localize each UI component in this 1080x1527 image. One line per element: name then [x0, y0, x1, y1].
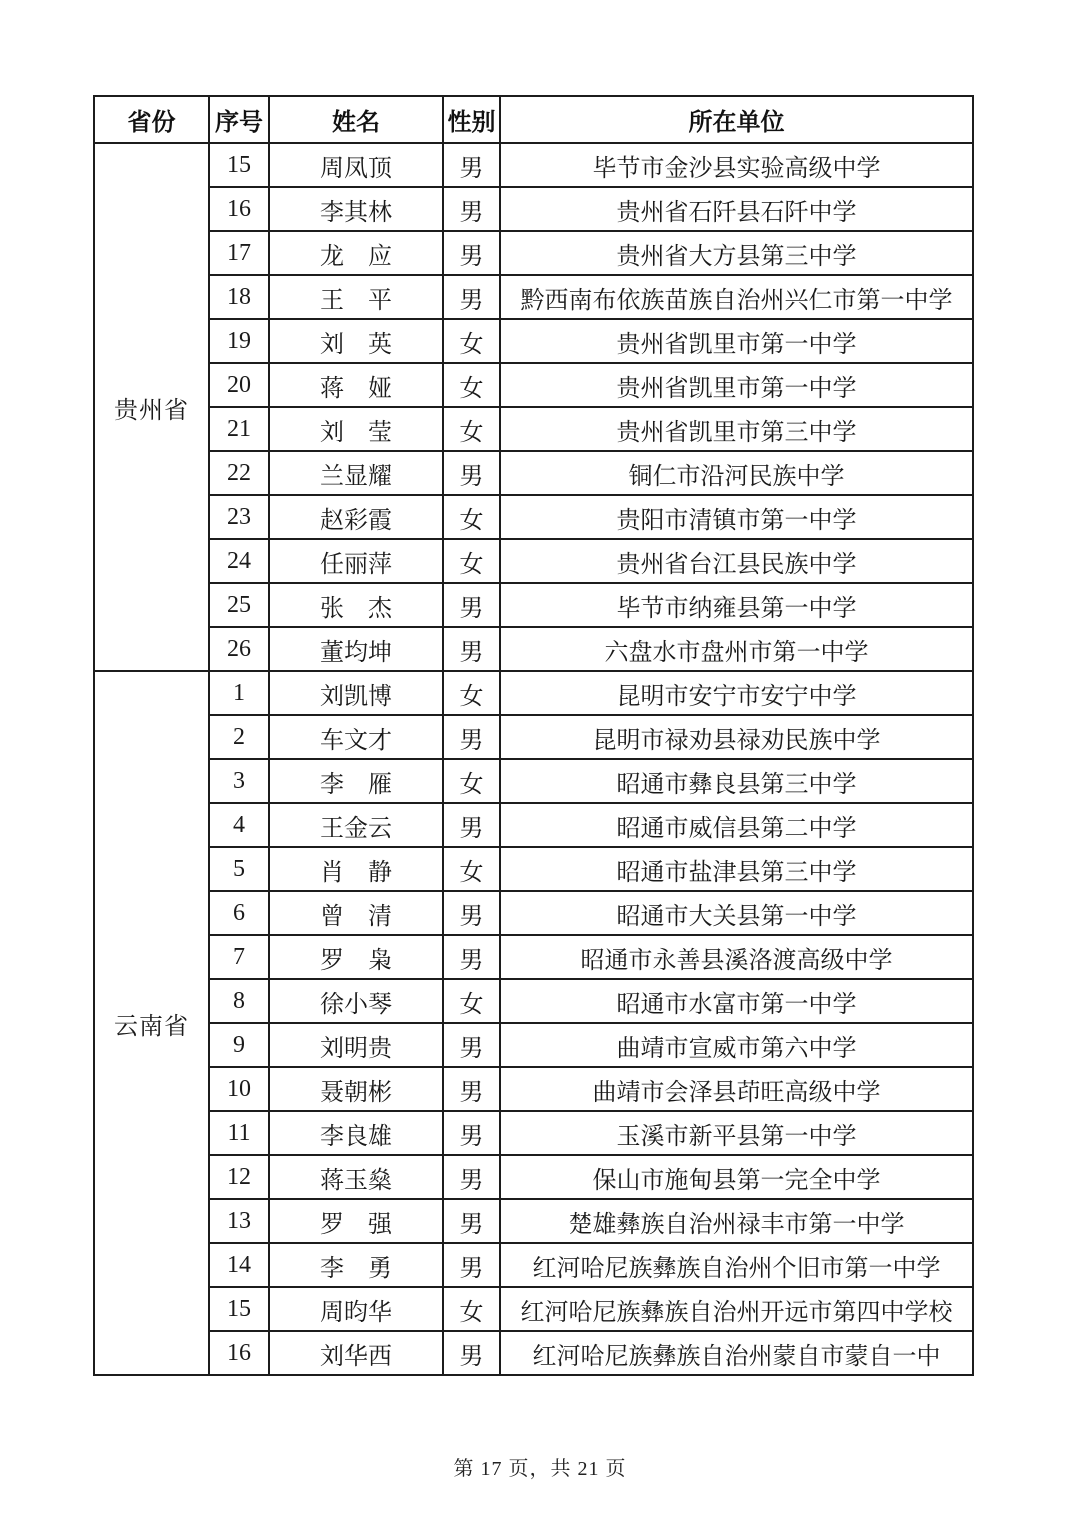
unit-cell: 红河哈尼族彝族自治州个旧市第一中学 — [500, 1243, 973, 1287]
table-row — [94, 187, 973, 231]
unit-cell: 贵州省台江县民族中学 — [500, 539, 973, 583]
table-row — [94, 1243, 973, 1287]
name-cell: 李 雁 — [269, 759, 443, 803]
table-row — [94, 847, 973, 891]
name-cell: 周昀华 — [269, 1287, 443, 1331]
gender-cell: 男 — [443, 803, 500, 847]
page-number: 第 17 页，共 21 页 — [453, 1458, 627, 1480]
serial-cell: 25 — [209, 583, 269, 627]
serial-cell: 13 — [209, 1199, 269, 1243]
gender-cell: 男 — [443, 1155, 500, 1199]
column-header-unit: 所在单位 — [500, 96, 973, 143]
teacher-roster-table — [93, 95, 974, 1376]
serial-cell: 26 — [209, 627, 269, 671]
gender-cell: 男 — [443, 187, 500, 231]
gender-cell: 女 — [443, 495, 500, 539]
name-cell: 王金云 — [269, 803, 443, 847]
unit-cell: 贵州省凯里市第一中学 — [500, 319, 973, 363]
table-row — [94, 671, 973, 715]
unit-cell: 昭通市大关县第一中学 — [500, 891, 973, 935]
gender-cell: 女 — [443, 979, 500, 1023]
serial-cell: 7 — [209, 935, 269, 979]
table-row — [94, 495, 973, 539]
name-cell: 聂朝彬 — [269, 1067, 443, 1111]
header-row — [94, 96, 973, 143]
name-cell: 任丽萍 — [269, 539, 443, 583]
table-row — [94, 1199, 973, 1243]
serial-cell: 19 — [209, 319, 269, 363]
unit-cell: 贵州省凯里市第三中学 — [500, 407, 973, 451]
serial-cell: 21 — [209, 407, 269, 451]
unit-cell: 毕节市纳雍县第一中学 — [500, 583, 973, 627]
name-cell: 周凤顶 — [269, 143, 443, 187]
gender-cell: 女 — [443, 847, 500, 891]
table-row — [94, 627, 973, 671]
serial-cell: 10 — [209, 1067, 269, 1111]
table-row — [94, 231, 973, 275]
table-row — [94, 1067, 973, 1111]
table-row — [94, 275, 973, 319]
serial-cell: 16 — [209, 187, 269, 231]
unit-cell: 红河哈尼族彝族自治州蒙自市蒙自一中 — [500, 1331, 973, 1375]
gender-cell: 女 — [443, 319, 500, 363]
gender-cell: 男 — [443, 627, 500, 671]
gender-cell: 男 — [443, 715, 500, 759]
table-row — [94, 935, 973, 979]
unit-cell: 贵州省凯里市第一中学 — [500, 363, 973, 407]
column-header-name: 姓名 — [269, 96, 443, 143]
serial-cell: 14 — [209, 1243, 269, 1287]
gender-cell: 男 — [443, 1331, 500, 1375]
serial-cell: 9 — [209, 1023, 269, 1067]
table-row — [94, 407, 973, 451]
serial-cell: 4 — [209, 803, 269, 847]
name-cell: 刘凯博 — [269, 671, 443, 715]
table-body — [94, 143, 973, 1375]
serial-cell: 3 — [209, 759, 269, 803]
gender-cell: 男 — [443, 1023, 500, 1067]
name-cell: 肖 静 — [269, 847, 443, 891]
name-cell: 龙 应 — [269, 231, 443, 275]
gender-cell: 男 — [443, 143, 500, 187]
unit-cell: 六盘水市盘州市第一中学 — [500, 627, 973, 671]
gender-cell: 男 — [443, 231, 500, 275]
gender-cell: 男 — [443, 1199, 500, 1243]
table-row — [94, 1023, 973, 1067]
gender-cell: 女 — [443, 671, 500, 715]
name-cell: 李其林 — [269, 187, 443, 231]
unit-cell: 毕节市金沙县实验高级中学 — [500, 143, 973, 187]
serial-cell: 17 — [209, 231, 269, 275]
name-cell: 曾 清 — [269, 891, 443, 935]
name-cell: 张 杰 — [269, 583, 443, 627]
table-row — [94, 1155, 973, 1199]
column-header-gender: 性别 — [443, 96, 500, 143]
name-cell: 董均坤 — [269, 627, 443, 671]
column-header-province: 省份 — [94, 96, 209, 143]
table-row — [94, 891, 973, 935]
table-row — [94, 143, 973, 187]
gender-cell: 女 — [443, 407, 500, 451]
unit-cell: 贵阳市清镇市第一中学 — [500, 495, 973, 539]
column-header-serial: 序号 — [209, 96, 269, 143]
unit-cell: 红河哈尼族彝族自治州开远市第四中学校 — [500, 1287, 973, 1331]
serial-cell: 5 — [209, 847, 269, 891]
gender-cell: 女 — [443, 759, 500, 803]
unit-cell: 曲靖市会泽县茚旺高级中学 — [500, 1067, 973, 1111]
unit-cell: 玉溪市新平县第一中学 — [500, 1111, 973, 1155]
gender-cell: 男 — [443, 1243, 500, 1287]
unit-cell: 昆明市安宁市安宁中学 — [500, 671, 973, 715]
gender-cell: 女 — [443, 363, 500, 407]
gender-cell: 女 — [443, 1287, 500, 1331]
unit-cell: 昆明市禄劝县禄劝民族中学 — [500, 715, 973, 759]
province-cell: 贵州省 — [94, 143, 209, 671]
unit-cell: 曲靖市宣威市第六中学 — [500, 1023, 973, 1067]
table-row — [94, 715, 973, 759]
unit-cell: 贵州省石阡县石阡中学 — [500, 187, 973, 231]
table-row — [94, 979, 973, 1023]
serial-cell: 15 — [209, 1287, 269, 1331]
table-row — [94, 1287, 973, 1331]
serial-cell: 12 — [209, 1155, 269, 1199]
table-row — [94, 583, 973, 627]
gender-cell: 女 — [443, 539, 500, 583]
name-cell: 徐小琴 — [269, 979, 443, 1023]
name-cell: 刘 莹 — [269, 407, 443, 451]
table-row — [94, 759, 973, 803]
serial-cell: 16 — [209, 1331, 269, 1375]
serial-cell: 8 — [209, 979, 269, 1023]
name-cell: 蒋 娅 — [269, 363, 443, 407]
table-row — [94, 1331, 973, 1375]
gender-cell: 男 — [443, 583, 500, 627]
table-row — [94, 363, 973, 407]
gender-cell: 男 — [443, 935, 500, 979]
name-cell: 王 平 — [269, 275, 443, 319]
gender-cell: 男 — [443, 891, 500, 935]
unit-cell: 黔西南布依族苗族自治州兴仁市第一中学 — [500, 275, 973, 319]
table-row — [94, 803, 973, 847]
name-cell: 李良雄 — [269, 1111, 443, 1155]
serial-cell: 23 — [209, 495, 269, 539]
serial-cell: 15 — [209, 143, 269, 187]
table-row — [94, 539, 973, 583]
name-cell: 蒋玉燊 — [269, 1155, 443, 1199]
serial-cell: 24 — [209, 539, 269, 583]
unit-cell: 楚雄彝族自治州禄丰市第一中学 — [500, 1199, 973, 1243]
serial-cell: 20 — [209, 363, 269, 407]
serial-cell: 22 — [209, 451, 269, 495]
table-row — [94, 1111, 973, 1155]
serial-cell: 1 — [209, 671, 269, 715]
unit-cell: 昭通市盐津县第三中学 — [500, 847, 973, 891]
serial-cell: 18 — [209, 275, 269, 319]
table-row — [94, 451, 973, 495]
gender-cell: 男 — [443, 1111, 500, 1155]
name-cell: 赵彩霞 — [269, 495, 443, 539]
unit-cell: 保山市施甸县第一完全中学 — [500, 1155, 973, 1199]
serial-cell: 2 — [209, 715, 269, 759]
province-cell: 云南省 — [94, 671, 209, 1375]
unit-cell: 昭通市永善县溪洛渡高级中学 — [500, 935, 973, 979]
table-row — [94, 319, 973, 363]
name-cell: 罗 枭 — [269, 935, 443, 979]
serial-cell: 11 — [209, 1111, 269, 1155]
name-cell: 兰显耀 — [269, 451, 443, 495]
name-cell: 李 勇 — [269, 1243, 443, 1287]
unit-cell: 铜仁市沿河民族中学 — [500, 451, 973, 495]
unit-cell: 昭通市威信县第二中学 — [500, 803, 973, 847]
gender-cell: 男 — [443, 275, 500, 319]
name-cell: 刘 英 — [269, 319, 443, 363]
name-cell: 车文才 — [269, 715, 443, 759]
serial-cell: 6 — [209, 891, 269, 935]
gender-cell: 男 — [443, 1067, 500, 1111]
name-cell: 罗 强 — [269, 1199, 443, 1243]
unit-cell: 昭通市水富市第一中学 — [500, 979, 973, 1023]
gender-cell: 男 — [443, 451, 500, 495]
name-cell: 刘华西 — [269, 1331, 443, 1375]
unit-cell: 贵州省大方县第三中学 — [500, 231, 973, 275]
name-cell: 刘明贵 — [269, 1023, 443, 1067]
unit-cell: 昭通市彝良县第三中学 — [500, 759, 973, 803]
